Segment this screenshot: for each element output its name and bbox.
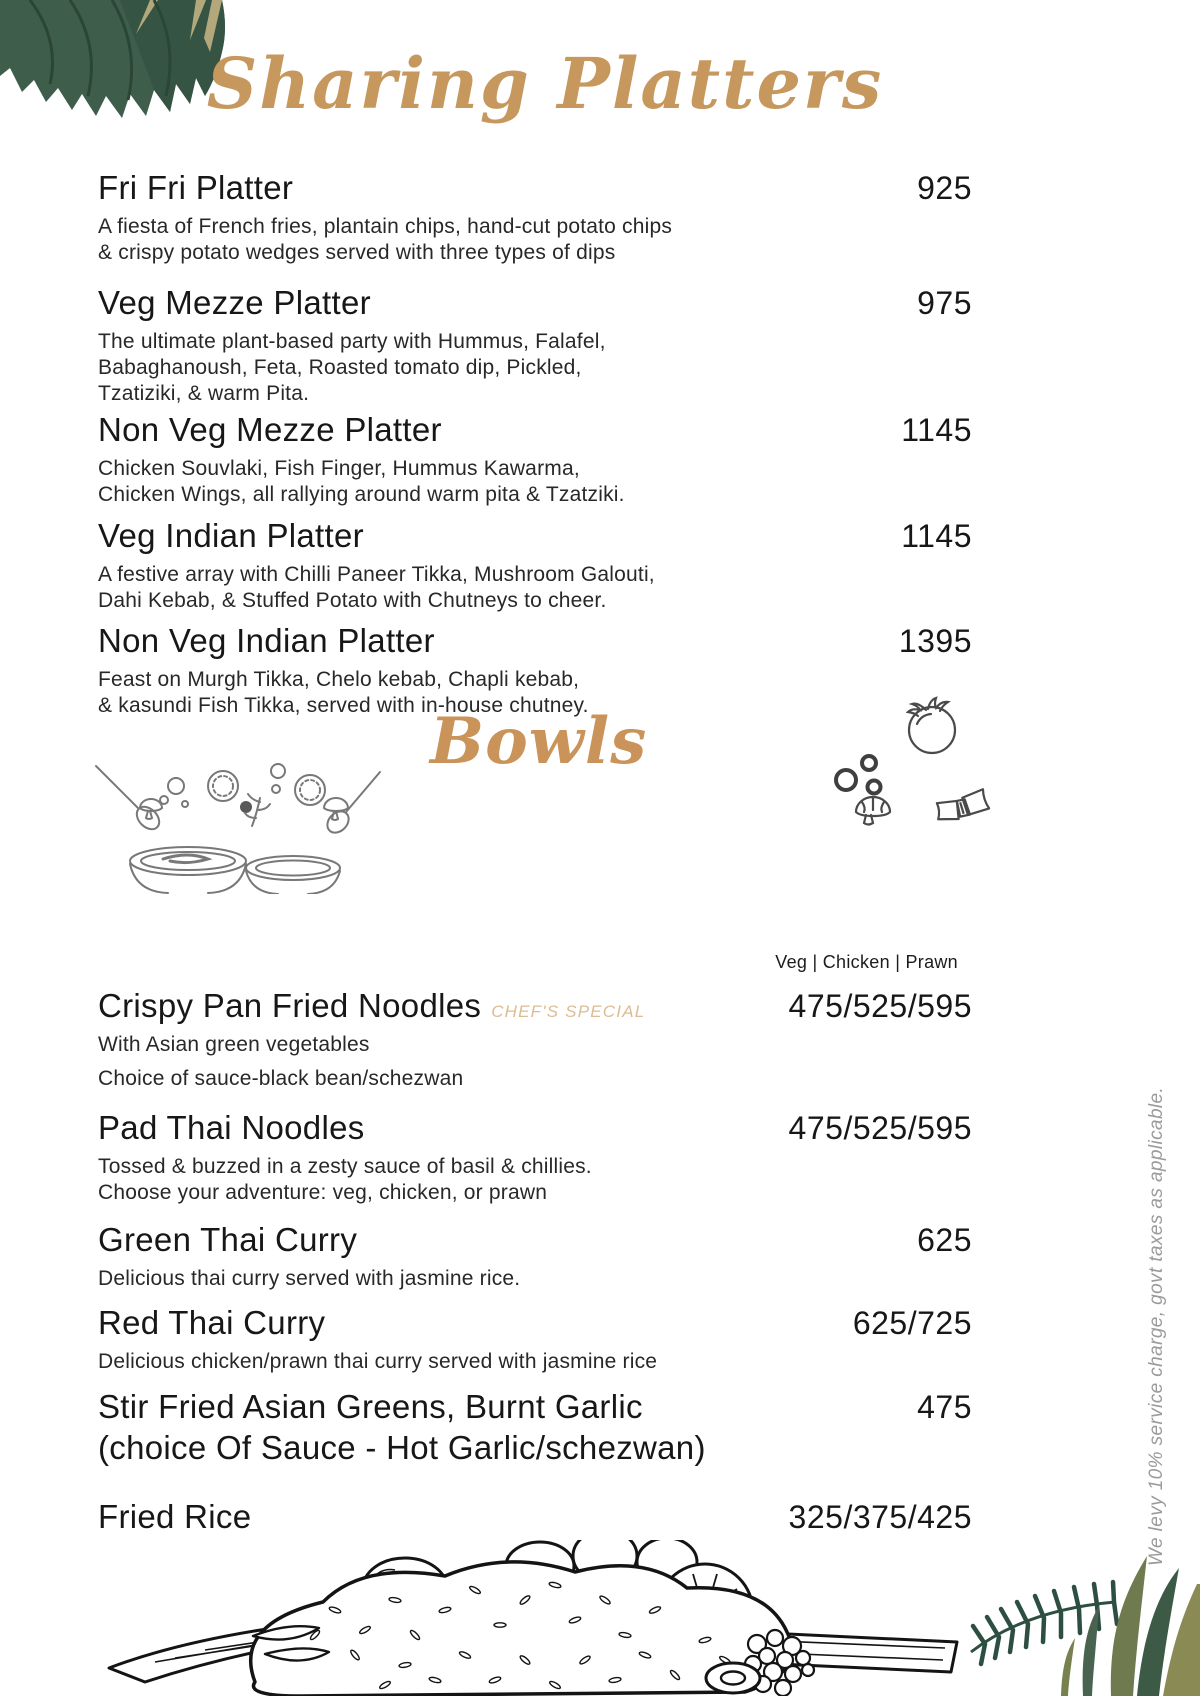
item-price: 1145 <box>901 518 972 554</box>
item-price: 625/725 <box>852 1305 972 1341</box>
service-charge-note: We levy 10% service charge, govt taxes as applicable. <box>1146 1086 1167 1566</box>
item-description: A festive array with Chilli Paneer Tikka, Mushroom Galouti, <box>98 563 655 586</box>
item-description: Tossed & buzzed in a zesty sauce of basil & chillies. <box>98 1155 592 1178</box>
menu-item-fri-fri-platter <box>98 168 972 266</box>
item-description: With Asian green vegetables <box>98 1033 370 1056</box>
item-description: Dahi Kebab, & Stuffed Potato with Chutneys to cheer. <box>98 589 607 612</box>
menu-item-red-thai-curry <box>98 1303 972 1375</box>
item-price: 1395 <box>898 623 972 659</box>
item-name: Crispy Pan Fried Noodles <box>98 987 482 1024</box>
item-price: 475/525/595 <box>788 988 972 1024</box>
item-description: Chicken Wings, all rallying around warm pita & Tzatziki. <box>98 483 625 506</box>
menu-item-crispy-pan-fried-noodles <box>98 986 972 1092</box>
item-price: 925 <box>917 170 972 206</box>
item-name: Non Veg Mezze Platter <box>98 411 442 448</box>
fried-rice-platter-icon <box>105 1540 965 1696</box>
section-title-sharing-platters: Sharing Platters <box>206 42 884 125</box>
menu-item-pad-thai-noodles <box>98 1108 972 1206</box>
item-price: 325/375/425 <box>788 1499 972 1535</box>
item-name-line2: (choice Of Sauce - Hot Garlic/schezwan) <box>98 1429 706 1466</box>
item-name: Non Veg Indian Platter <box>98 622 435 659</box>
item-description: Choice of sauce-black bean/schezwan <box>98 1067 464 1090</box>
item-name: Pad Thai Noodles <box>98 1109 365 1146</box>
item-price: 1145 <box>901 412 972 448</box>
item-price: 625 <box>917 1222 972 1258</box>
menu-item-veg-indian-platter <box>98 516 972 614</box>
menu-item-non-veg-mezze-platter <box>98 410 972 508</box>
item-description: & kasundi Fish Tikka, served with in-house chutney. <box>98 694 589 717</box>
item-description: Feast on Murgh Tikka, Chelo kebab, Chapli kebab, <box>98 668 580 691</box>
menu-item-veg-mezze-platter <box>98 283 972 407</box>
vegetable-doodles-icon <box>822 690 992 835</box>
price-columns-header: Veg | Chicken | Prawn <box>775 952 958 972</box>
item-description: Delicious thai curry served with jasmine rice. <box>98 1267 521 1290</box>
item-name: Red Thai Curry <box>98 1304 326 1341</box>
item-description: Chicken Souvlaki, Fish Finger, Hummus Kawarma, <box>98 457 580 480</box>
item-name: Stir Fried Asian Greens, Burnt Garlic <box>98 1388 643 1425</box>
item-description: Delicious chicken/prawn thai curry served with jasmine rice <box>98 1350 658 1373</box>
item-name: Veg Mezze Platter <box>98 284 371 321</box>
item-price: 975 <box>917 285 972 321</box>
item-name: Fri Fri Platter <box>98 169 294 206</box>
menu-item-fried-rice <box>98 1497 972 1537</box>
item-name: Green Thai Curry <box>98 1221 358 1258</box>
item-description: Babaghanoush, Feta, Roasted tomato dip, Pickled, <box>98 356 582 379</box>
menu-item-stir-fried-asian-greens <box>98 1387 972 1469</box>
item-description: A fiesta of French fries, plantain chips, hand-cut potato chips <box>98 215 673 238</box>
item-description: Choose your adventure: veg, chicken, or prawn <box>98 1181 548 1204</box>
menu-item-green-thai-curry <box>98 1220 972 1292</box>
item-name: Veg Indian Platter <box>98 517 364 554</box>
item-description: The ultimate plant-based party with Hummus, Falafel, <box>98 330 606 353</box>
chefs-special-badge: CHEF'S SPECIAL <box>491 1002 646 1021</box>
item-description: & crispy potato wedges served with three types of dips <box>98 241 616 264</box>
soup-bowls-icon <box>88 760 388 894</box>
section-title-bowls: Bowls <box>430 704 648 779</box>
item-name: Fried Rice <box>98 1498 252 1535</box>
item-description: Tzatiziki, & warm Pita. <box>98 382 310 405</box>
item-price: 475 <box>917 1389 972 1425</box>
item-price: 475/525/595 <box>788 1110 972 1146</box>
